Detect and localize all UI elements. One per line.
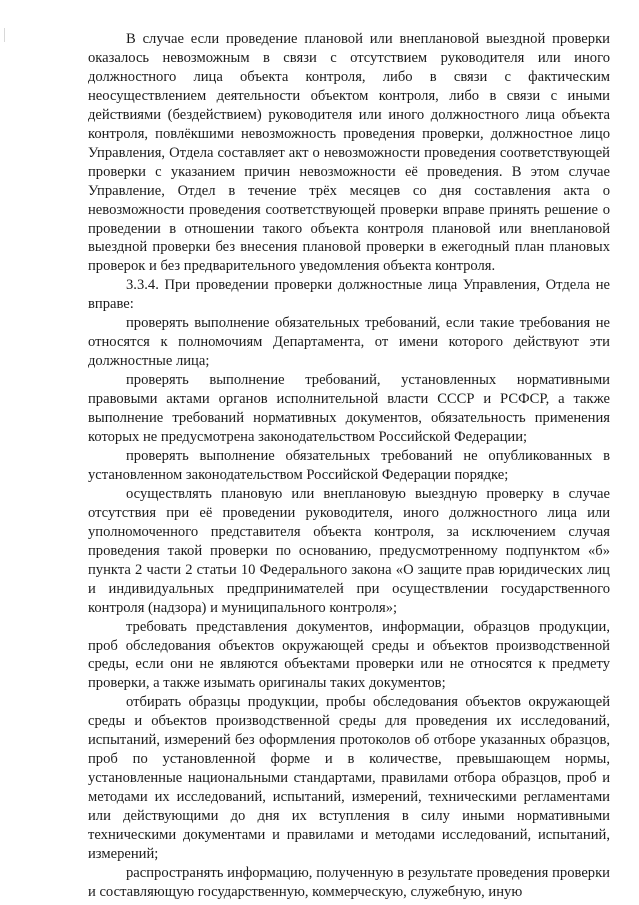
paragraph-prohibition-2: проверять выполнение требований, установленных нормативными правовыми актами органов исполнительной власти СССР и РСФСР, а также выполнение требований нормативных документов, обязательность применения которых не предусмотрена законодательством Российской Федерации; xyxy=(88,372,610,446)
paragraph-section-3-3-4: 3.3.4. При проведении проверки должностные лица Управления, Отдела не вправе: xyxy=(88,277,610,313)
scan-margin-mark xyxy=(4,28,5,42)
paragraph-inspection-impossible: В случае если проведение плановой или внеплановой выездной проверки оказалось невозможным в связи с отсутствием руководителя или иного должностного лица объекта контроля, либо в связи с фактическим неосуществлением деятельности объектом контроля, либо в связи с иными действиями (бездействием) руководителя или иного должностного лица объекта контроля, повлёкшими невозможность проведения проверки, должностное лицо Управления, Отдела составляет акт о невозможности проведения соответствующей проверки с указанием причин невозможности её проведения. В этом случае Управление, Отдел в течение трёх месяцев со дня составления акта о невозможности проведения соответствующей проверки вправе принять решение о проведении в отношении такого объекта контроля плановой или внеплановой выездной проверки без внесения плановой проверки в ежегодный план плановых проверок и без предварительного уведомления объекта контроля. xyxy=(88,31,610,275)
paragraph-prohibition-1: проверять выполнение обязательных требований, если такие требования не относятся к полномочиям Департамента, от имени которого действуют эти должностные лица; xyxy=(88,315,610,370)
paragraph-prohibition-3: проверять выполнение обязательных требований не опубликованных в установленном законодательством Российской Федерации порядке; xyxy=(88,447,610,483)
paragraph-prohibition-6: отбирать образцы продукции, пробы обследования объектов окружающей среды и объектов производственной среды для проведения их исследований, испытаний, измерений без оформления протоколов об отборе указанных образцов, проб по установленной форме и в количестве, превышающем нормы, установленные национальными стандартами, правилами отбора образцов, проб и методами их исследований, испытаний, измерений, техническими регламентами или действующими до дня их вступления в силу иными нормативными техническими документами и правилами и методами исследований, испытаний, измерений; xyxy=(88,694,610,862)
paragraph-prohibition-5: требовать представления документов, информации, образцов продукции, проб обследования объектов окружающей среды и объектов производственной среды, если они не являются объектами проверки или не относятся к предмету проверки, а также изымать оригиналы таких документов; xyxy=(88,618,610,692)
paragraph-prohibition-4: осуществлять плановую или внеплановую выездную проверку в случае отсутствия при её проведении руководителя, иного должностного лица или уполномоченного представителя объекта контроля, за исключением случая проведения такой проверки по основанию, предусмотренному подпунктом «б» пункта 2 части 2 статьи 10 Федерального закона «О защите прав юридических лиц и индивидуальных предпринимателей при осуществлении государственного контроля (надзора) и муниципального контроля»; xyxy=(88,485,610,616)
paragraph-prohibition-7: распространять информацию, полученную в результате проведения проверки и составляющую государственную, коммерческую, служебную, иную xyxy=(88,864,610,900)
document-body xyxy=(88,30,610,902)
